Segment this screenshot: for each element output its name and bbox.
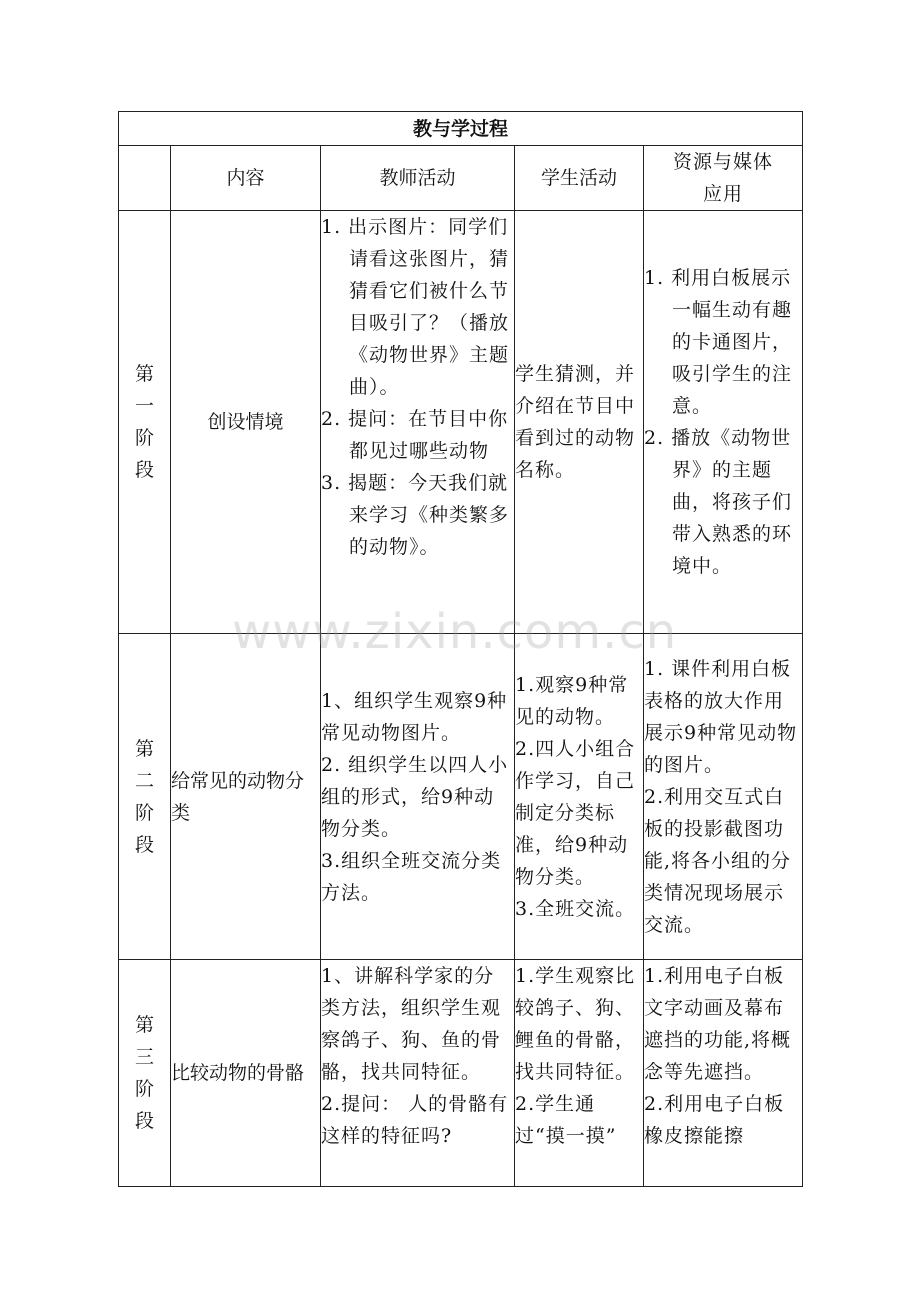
list-item: 2.提问： 人的骨骼有这样的特征吗? <box>321 1093 509 1147</box>
header-media <box>644 146 803 211</box>
list-item: 1.利用电子白板文字动画及幕布遮挡的功能,将概念等先遮挡。 <box>644 965 792 1083</box>
header-media-line1: 资源与媒体 <box>672 151 773 173</box>
list-item: 2. 提问：在节目中你都见过哪些动物 <box>321 408 509 462</box>
student-activity-cell <box>515 960 644 1187</box>
header-student-activity: 学生活动 <box>515 146 644 211</box>
header-teacher-activity: 教师活动 <box>321 146 515 211</box>
header-stage-blank <box>119 146 171 211</box>
teacher-activity-cell <box>321 634 515 960</box>
list-item: 1.观察9种常见的动物。 <box>515 673 629 728</box>
student-activity-cell <box>515 634 644 960</box>
content-cell: 比较动物的骨骼 <box>171 960 321 1187</box>
list-item: 1. 课件利用白板表格的放大作用展示9种常见动物的图片。 <box>644 657 798 776</box>
content-cell: 给常见的动物分类 <box>171 634 321 960</box>
list-item: 2. 组织学生以四人小组的形式，给9种动物分类。 <box>321 753 509 840</box>
table-title-row <box>119 112 803 146</box>
list-item: 2.利用交互式白板的投影截图功能,将各小组的分类情况现场展示交流。 <box>644 785 792 936</box>
list-item: 2.利用电子白板橡皮擦能擦 <box>644 1093 785 1147</box>
list-item: 1.学生观察比较鸽子、狗、鲤鱼的骨骼，找共同特征。 <box>515 965 636 1083</box>
media-cell <box>644 211 803 634</box>
stage-label: 第 一 阶 段 <box>119 211 171 634</box>
list-item: 2. 播放《动物世界》的主题曲，将孩子们带入熟悉的环境中。 <box>644 427 793 577</box>
list-item: 3.组织全班交流分类方法。 <box>321 849 502 904</box>
stage-label: 第 二 阶 段 <box>119 634 171 960</box>
list-item: 1、组织学生观察9种常见动物图片。 <box>321 689 508 744</box>
list-item: 2.四人小组合作学习，自己制定分类标准，给9种动物分类。 <box>515 737 636 888</box>
list-item: 3. 揭题：今天我们就来学习《种类繁多的动物》。 <box>321 472 510 558</box>
watermark-text: www.zixin.com.cn <box>232 604 678 660</box>
list-item: 3.全班交流。 <box>515 897 636 920</box>
table-row <box>119 634 803 960</box>
table-header-row <box>119 146 803 211</box>
list-item: 2.学生通过“摸一摸” <box>515 1093 617 1147</box>
header-content: 内容 <box>171 146 321 211</box>
header-media-line2: 应用 <box>702 183 743 205</box>
list-item: 1. 利用白板展示一幅生动有趣的卡通图片，吸引学生的注意。 <box>644 267 793 417</box>
media-cell <box>644 960 803 1187</box>
list-item: 1. 出示图片：同学们请看这张图片，猜猜看它们被什么节目吸引了？（播放《动物世界》主题曲）。 <box>321 216 510 398</box>
table-row <box>119 211 803 634</box>
content-cell: 创设情境 <box>171 211 321 634</box>
table-row <box>119 960 803 1187</box>
stage-label: 第 三 阶 段 <box>119 960 171 1187</box>
teacher-activity-cell <box>321 960 515 1187</box>
list-item: 学生猜测，并介绍在节目中看到过的动物名称。 <box>515 363 636 481</box>
teacher-activity-cell <box>321 211 515 634</box>
list-item: 1、讲解科学家的分类方法，组织学生观察鸽子、狗、鱼的骨骼，找共同特征。 <box>321 965 502 1083</box>
media-cell <box>644 634 803 960</box>
student-activity-cell <box>515 211 644 634</box>
table-title: 教与学过程 <box>119 112 803 146</box>
teaching-process-table <box>118 111 803 1187</box>
